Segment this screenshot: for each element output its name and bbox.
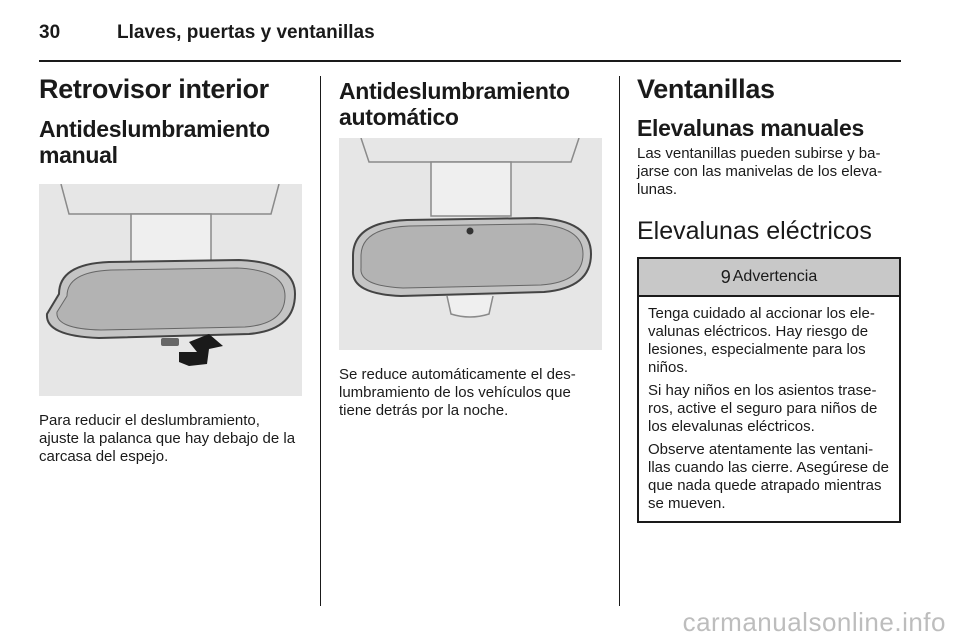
windows-title: Ventanillas bbox=[637, 74, 775, 104]
manual-dimming-heading: Antideslumbramiento manual bbox=[39, 116, 270, 168]
warning-box bbox=[637, 257, 901, 523]
column-divider-2 bbox=[619, 76, 620, 606]
column-1 bbox=[39, 74, 304, 466]
warning-paragraph: Observe atentamente las ventani-llas cuando las cierre. Asegúrese de que nada quede atrapado mientras se mueven. bbox=[648, 441, 889, 512]
warning-heading: Advertencia bbox=[732, 268, 818, 285]
manual-mirror-illustration bbox=[39, 184, 302, 396]
page-number: 30 bbox=[39, 22, 61, 43]
manual-windows-heading: Elevalunas manuales bbox=[637, 115, 864, 141]
warning-body bbox=[639, 297, 899, 521]
auto-dimming-text: Se reduce automáticamente el des-lumbramiento de los vehículos que tiene detrás por la noche. bbox=[339, 366, 576, 419]
auto-dimming-heading: Antideslumbramiento automático bbox=[339, 78, 570, 130]
column-3 bbox=[637, 74, 901, 523]
column-divider-1 bbox=[320, 76, 321, 606]
warning-icon: 9 bbox=[720, 266, 731, 287]
watermark: carmanualsonline.info bbox=[682, 607, 946, 637]
column-2 bbox=[339, 78, 604, 420]
warning-paragraph: Tenga cuidado al accionar los ele-valunas eléctricos. Hay riesgo de lesiones, especialmente para los niños. bbox=[648, 305, 875, 376]
manual-windows-text: Las ventanillas pueden subirse y ba-jarse con las manivelas de los eleva-lunas. bbox=[637, 145, 883, 198]
header-rule bbox=[39, 60, 901, 62]
warning-header bbox=[639, 259, 899, 297]
auto-mirror-illustration bbox=[339, 138, 602, 350]
section-header: Llaves, puertas y ventanillas bbox=[117, 22, 375, 43]
manual-dimming-text: Para reducir el deslumbramiento, ajuste la palanca que hay debajo de la carcasa del espejo. bbox=[39, 412, 296, 465]
power-windows-heading: Elevalunas eléctricos bbox=[637, 217, 872, 245]
warning-paragraph: Si hay niños en los asientos trase-ros, active el seguro para niños de los elevalunas eléctricos. bbox=[648, 382, 878, 435]
page-title: Retrovisor interior bbox=[39, 74, 269, 104]
